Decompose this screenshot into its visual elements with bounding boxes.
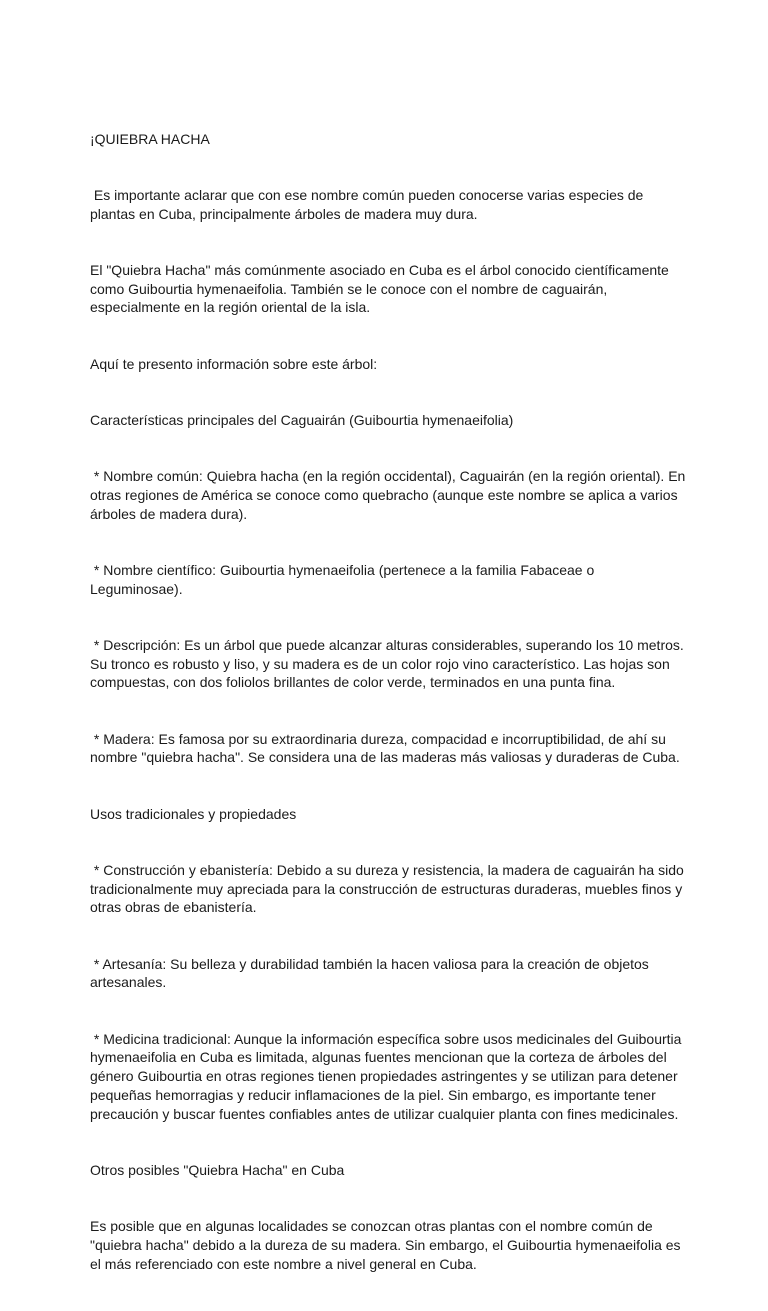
presentation-line: Aquí te presento información sobre este árbol: (90, 355, 378, 372)
closing-paragraph: Es posible que en algunas localidades se conozcan otras plantas con el nombre común de "quiebra hacha" debido a la dureza de su madera. Sin embargo, el Guibourtia hymenaeifolia es el más referenciado con este nombre a nivel general en Cuba. (90, 1218, 685, 1272)
list-item-wood: * Madera: Es famosa por su extraordinaria dureza, compacidad e incorruptibilidad, de ahí su nombre "quiebra hacha". Se considera una de las maderas más valiosas y duraderas de Cuba. (90, 730, 680, 766)
list-item-medicine: * Medicina tradicional: Aunque la información específica sobre usos medicinales del Guibourtia hymenaeifolia en Cuba es limitada, algunas fuentes mencionan que la corteza de árboles del género Guibourtia en otras regiones tienen propiedades astringentes y se utilizan para detener pequeñas hemorragias y reducir inflamaciones de la piel. Sin embargo, es importante tener precaución y buscar fuentes confiables antes de utilizar cualquier planta con fines medicinales. (90, 1030, 686, 1122)
list-item-description: * Descripción: Es un árbol que puede alcanzar alturas considerables, superando los 10 metros. Su tronco es robusto y liso, y su madera es de un color rojo vino característico. Las hojas son compuestas, con dos foliolos brillantes de color verde, terminados en una punta fina. (90, 636, 688, 691)
list-item-construction: * Construcción y ebanistería: Debido a su dureza y resistencia, la madera de caguairán ha sido tradicionalmente muy apreciada para la construcción de estructuras duraderas, muebles finos y otras obras de ebanistería. (90, 861, 688, 916)
document-title: ¡QUIEBRA HACHA (90, 130, 210, 147)
section-heading-characteristics: Características principales del Caguairán (Guibourtia hymenaeifolia) (90, 411, 514, 428)
list-item-scientific-name: * Nombre científico: Guibourtia hymenaeifolia (pertenece a la familia Fabaceae o Leguminosae). (90, 561, 599, 597)
list-item-crafts: * Artesanía: Su belleza y durabilidad también la hacen valiosa para la creación de objetos artesanales. (90, 955, 653, 991)
section-heading-others: Otros posibles "Quiebra Hacha" en Cuba (90, 1161, 345, 1178)
association-paragraph: El "Quiebra Hacha" más comúnmente asociado en Cuba es el árbol conocido científicamente como Guibourtia hymenaeifolia. También se le conoce con el nombre de caguairán, especialmente en la región oriental de la isla. (90, 261, 673, 316)
list-item-common-name: * Nombre común: Quiebra hacha (en la región occidental), Caguairán (en la región oriental). En otras regiones de América se conoce como quebracho (aunque este nombre se aplica a varios árboles de madera dura). (90, 468, 690, 522)
section-heading-uses: Usos tradicionales y propiedades (90, 805, 297, 822)
intro-paragraph: Es importante aclarar que con ese nombre común pueden conocerse varias especies de plantas en Cuba, principalmente árboles de madera muy dura. (90, 186, 648, 222)
document-body (90, 92, 690, 1311)
